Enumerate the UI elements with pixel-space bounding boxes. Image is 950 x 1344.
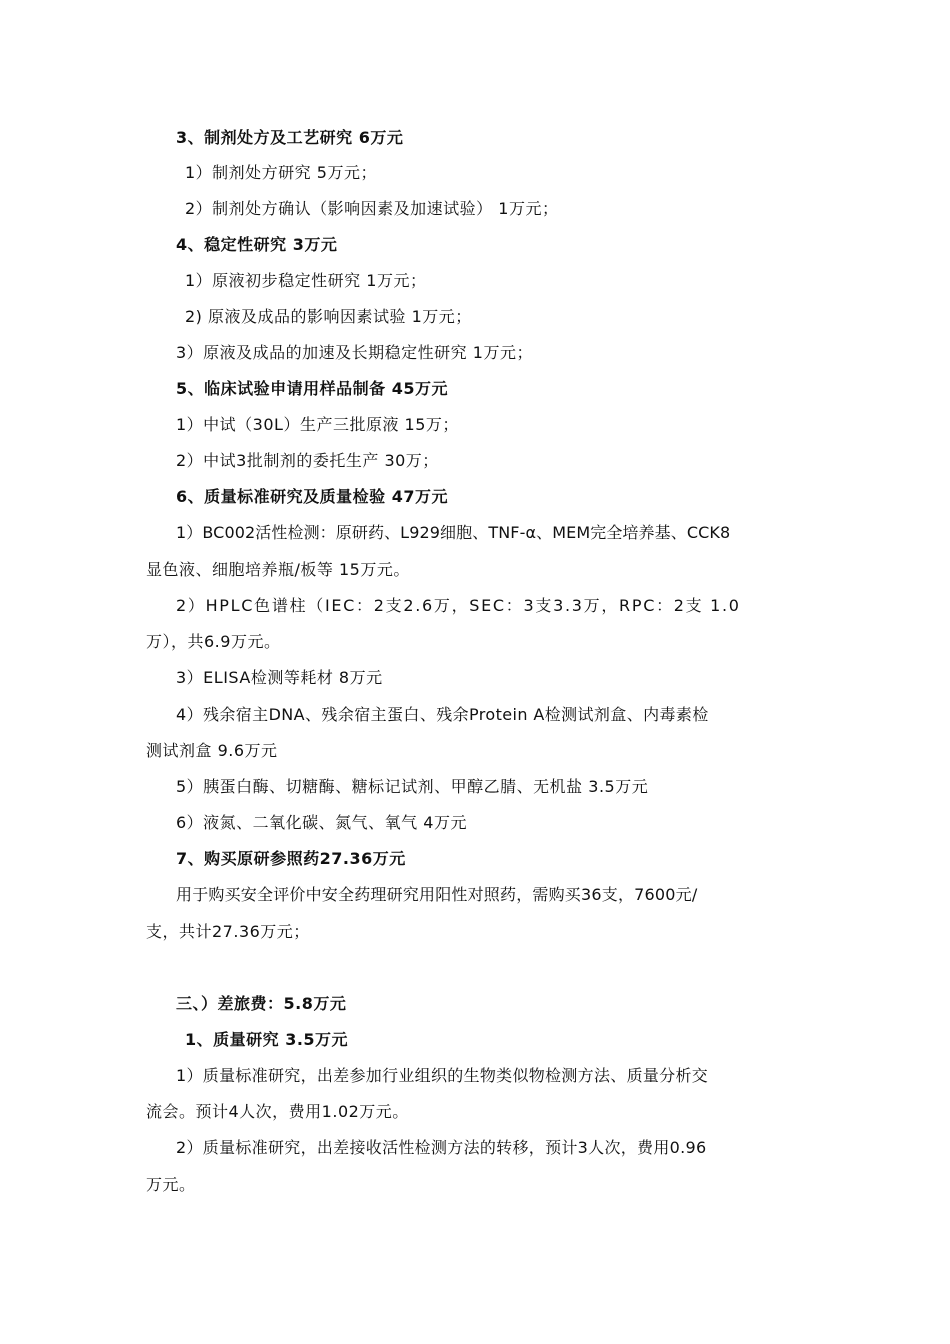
paragraph-line: 流会。预计4人次，费用1.02万元。	[146, 1102, 409, 1121]
list-item: 6）液氮、二氧化碳、氮气、氧气 4万元	[176, 813, 467, 832]
paragraph-line: 测试剂盒 9.6万元	[146, 741, 278, 760]
section-heading: 4、稳定性研究 3万元	[176, 235, 338, 254]
paragraph-line: 万元。	[146, 1175, 196, 1194]
paragraph-line: 显色液、细胞培养瓶/板等 15万元。	[146, 560, 410, 579]
paragraph-line: 4）残余宿主DNA、残余宿主蛋白、残余Protein A检测试剂盒、内毒素检	[176, 705, 709, 724]
list-item: 3）ELISA检测等耗材 8万元	[176, 668, 383, 687]
section-heading: 7、购买原研参照药27.36万元	[176, 849, 406, 868]
list-item: 3）原液及成品的加速及长期稳定性研究 1万元；	[176, 343, 533, 362]
paragraph-line: 支，共计27.36万元；	[146, 922, 310, 941]
list-item: 1）原液初步稳定性研究 1万元；	[185, 271, 427, 290]
paragraph-line: 2）质量标准研究，出差接收活性检测方法的转移，预计3人次，费用0.96	[176, 1138, 707, 1157]
section-heading: 3、制剂处方及工艺研究 6万元	[176, 128, 404, 147]
section-heading: 6、质量标准研究及质量检验 47万元	[176, 487, 448, 506]
list-item: 1）制剂处方研究 5万元；	[185, 163, 377, 182]
list-item: 5）胰蛋白酶、切糖酶、糖标记试剂、甲醇乙腈、无机盐 3.5万元	[176, 777, 649, 796]
paragraph-line: 用于购买安全评价中安全药理研究用阳性对照药，需购买36支，7600元/	[176, 885, 698, 904]
paragraph-line: 万），共6.9万元。	[146, 632, 281, 651]
list-item: 2）制剂处方确认（影响因素及加速试验） 1万元；	[185, 199, 559, 218]
list-item: 2）中试3批制剂的委托生产 30万；	[176, 451, 439, 470]
list-item: 1）中试（30L）生产三批原液 15万；	[176, 415, 459, 434]
list-item: 2) 原液及成品的影响因素试验 1万元；	[185, 307, 472, 326]
section-heading: 5、临床试验申请用样品制备 45万元	[176, 379, 448, 398]
section-heading: 1、质量研究 3.5万元	[185, 1030, 349, 1049]
paragraph-line: 1）BC002活性检测：原研药、L929细胞、TNF-α、MEM完全培养基、CCK8	[176, 523, 731, 542]
section-heading: 三、）差旅费：5.8万元	[176, 994, 347, 1013]
paragraph-line: 1）质量标准研究，出差参加行业组织的生物类似物检测方法、质量分析交	[176, 1066, 709, 1085]
paragraph-line: 2）HPLC色谱柱（IEC：2支2.6万，SEC：3支3.3万，RPC：2支 1.0	[176, 596, 741, 615]
